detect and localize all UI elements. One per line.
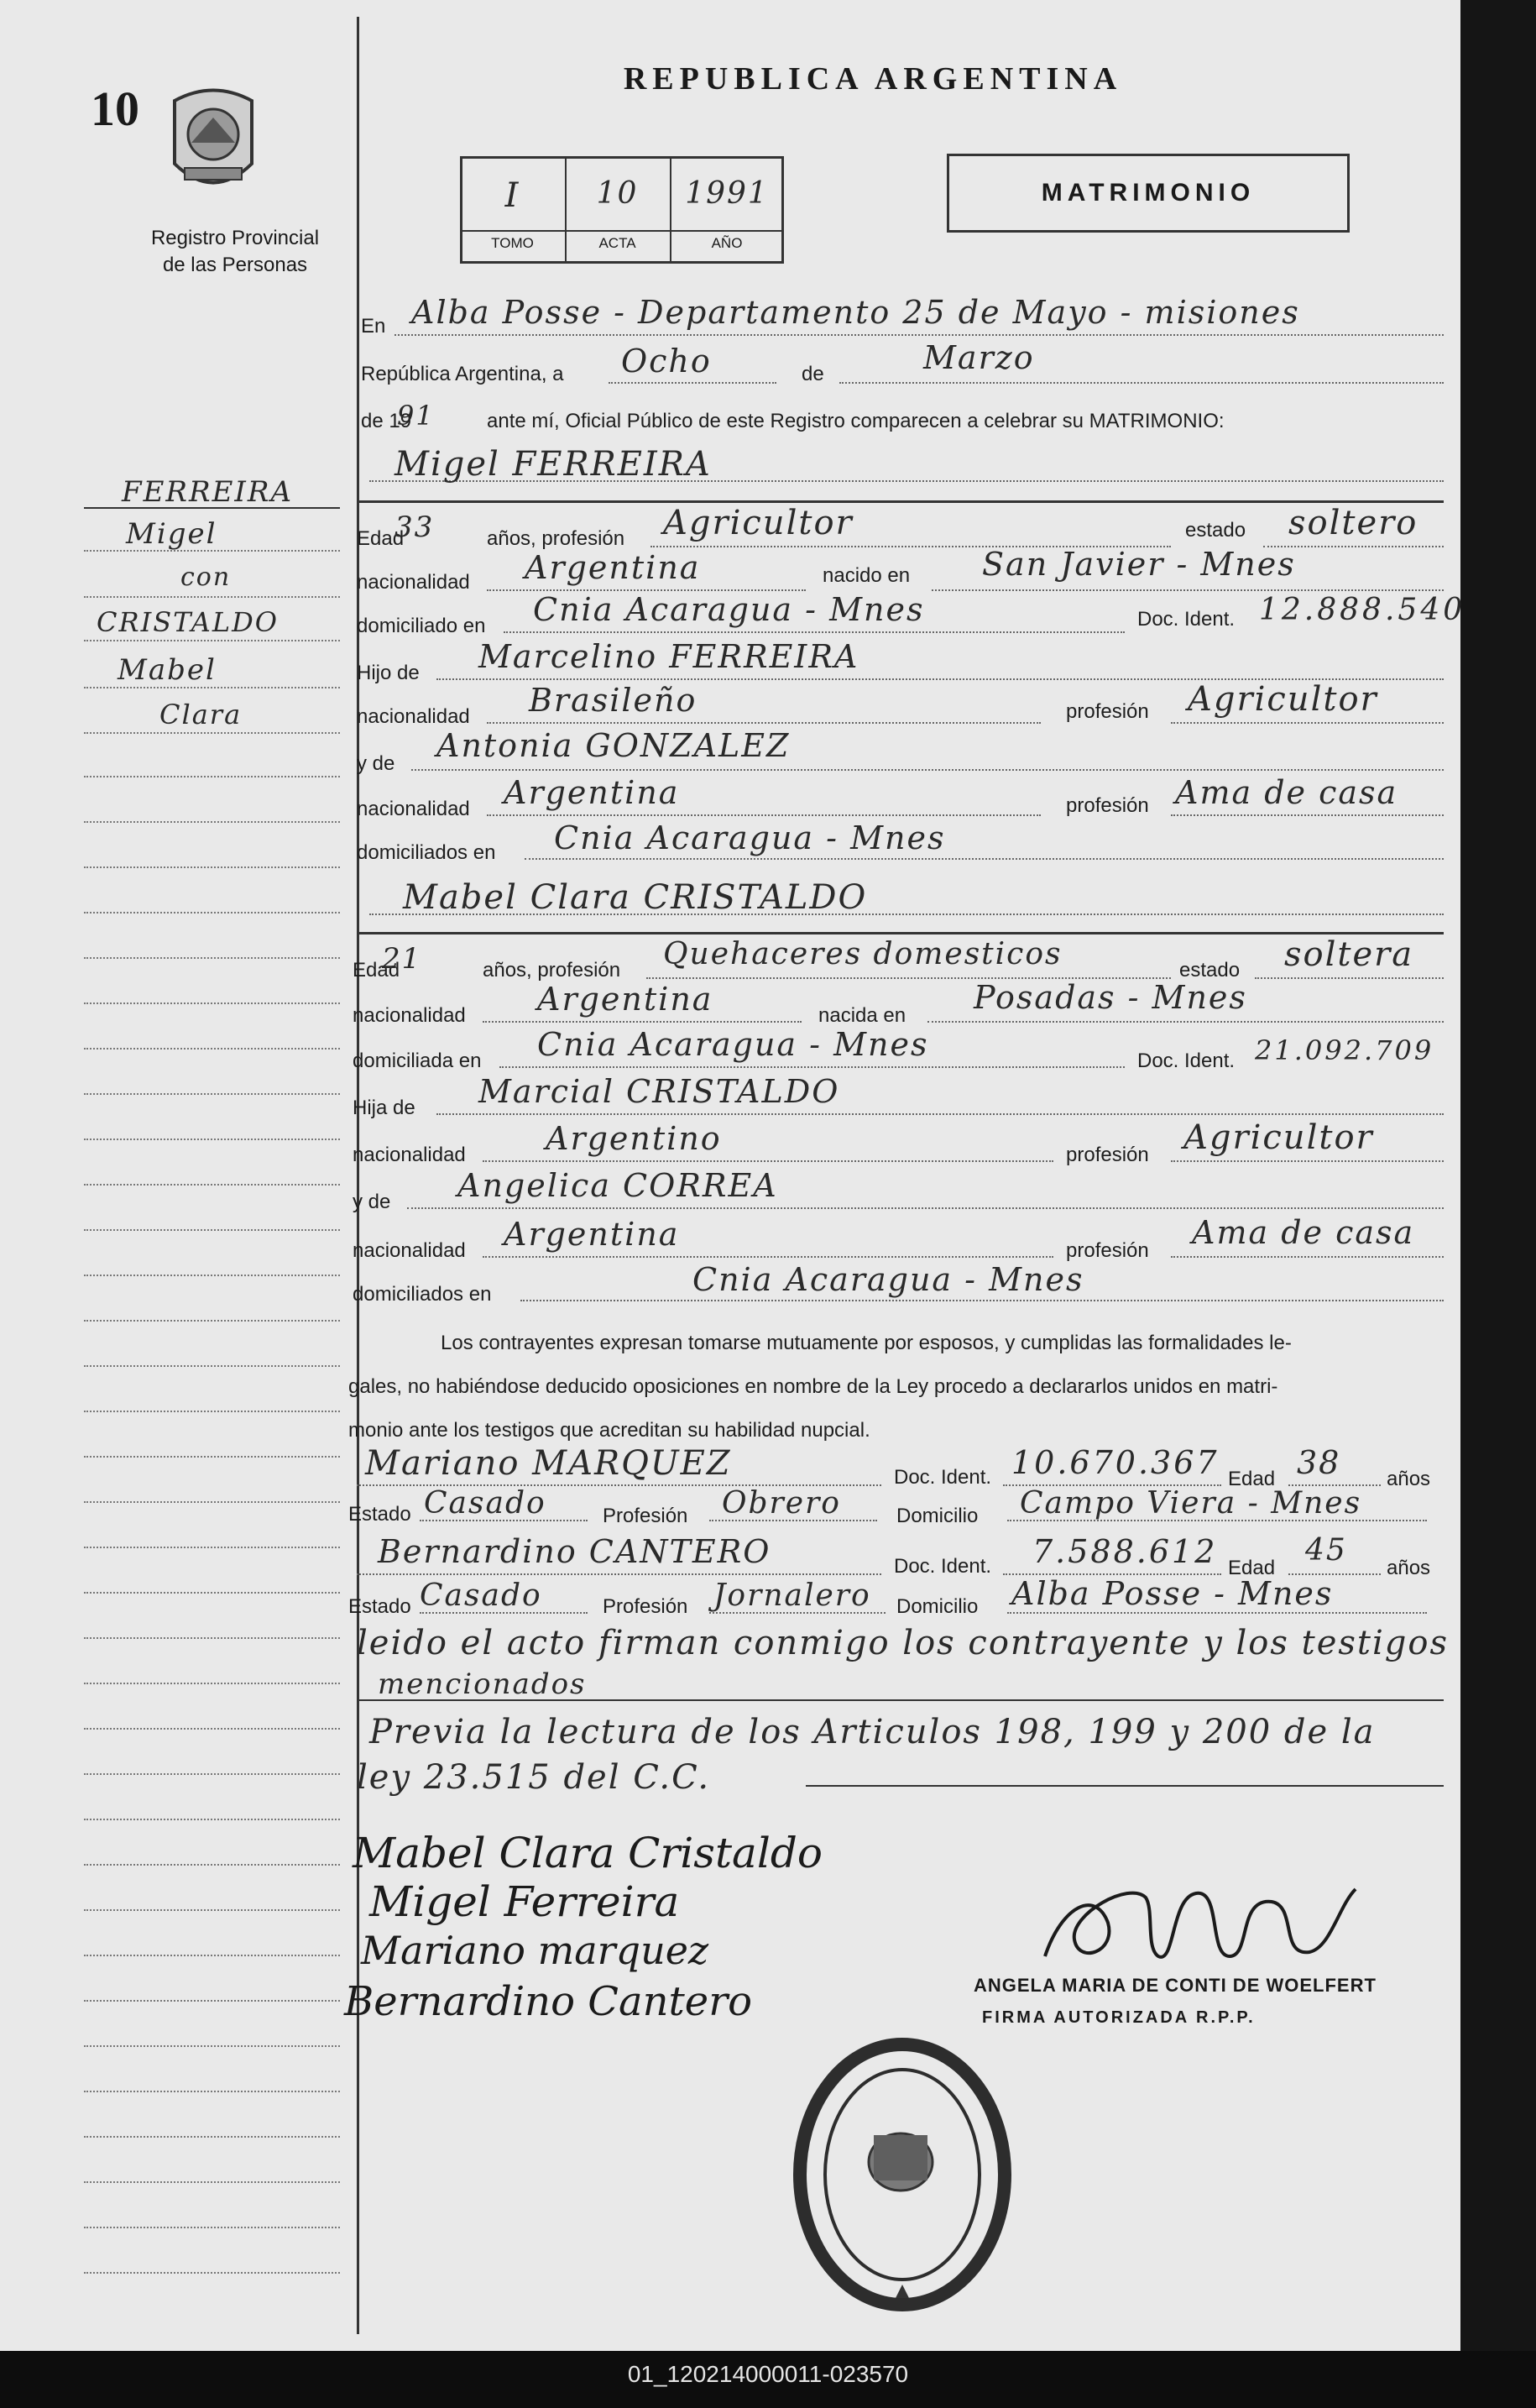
margin-line [84, 2000, 340, 2002]
fill-line [357, 1573, 881, 1575]
margin-line [84, 1139, 340, 1140]
officer-title: FIRMA AUTORIZADA R.P.P. [982, 2008, 1256, 2027]
margin-name-bride: Mabel [118, 653, 217, 687]
bride-edad-label: Edad [353, 959, 400, 982]
groom-mother: Antonia GONZALEZ [436, 727, 791, 764]
declaration-line-3: monio ante los testigos que acreditan su habilidad nupcial. [348, 1419, 870, 1442]
declaration-line-2: gales, no habiéndose deducido oposiciones en nombre de la Ley procedo a declararlos unidos en matri- [348, 1375, 1278, 1398]
declaration-line-1: Los contrayentes expresan tomarse mutuamente por esposos, y cumplidas las formalidades le- [441, 1332, 1292, 1354]
fill-line [1171, 1256, 1444, 1258]
bride-mother: Angelica CORREA [457, 1167, 778, 1204]
intro-text: ante mí, Oficial Público de este Registro comparecen a celebrar su MATRIMONIO: [487, 410, 1225, 432]
witness2-doc-label: Doc. Ident. [894, 1555, 992, 1578]
bride-hija-label: Hija de [353, 1097, 415, 1119]
fill-line [407, 1207, 1444, 1209]
fill-line [932, 589, 1444, 591]
day-value: Ocho [621, 343, 712, 380]
witness1-anios: años [1387, 1468, 1431, 1490]
groom-father-prof: Agricultor [1188, 680, 1378, 719]
groom-doc-label: Doc. Ident. [1137, 608, 1236, 631]
record-grid [460, 156, 784, 264]
margin-line [84, 2136, 340, 2138]
margin-line [84, 1365, 340, 1367]
margin-line [84, 550, 340, 552]
page-number: 10 [91, 81, 139, 136]
groom-father-nat: Brasileño [529, 682, 697, 719]
signature-bride: Mabel Clara Cristaldo [353, 1829, 823, 1877]
groom-mother-prof: Ama de casa [1175, 774, 1398, 811]
bride-anios-label: años, profesión [483, 959, 621, 982]
fill-line [394, 334, 1444, 336]
margin-line [84, 957, 340, 959]
witness1-domicile: Campo Viera - Mnes [1020, 1486, 1362, 1521]
fill-line [487, 814, 1041, 816]
margin-line [84, 1501, 340, 1503]
margin-line [84, 1864, 340, 1866]
witness2-estado-label: Estado [348, 1595, 411, 1618]
fill-line [1171, 814, 1444, 816]
note-line-2: mencionados [378, 1667, 587, 1701]
signature-groom: Migel Ferreira [369, 1877, 680, 1926]
fill-line [609, 382, 776, 384]
witness1-name: Mariano MARQUEZ [365, 1444, 732, 1483]
margin-line [84, 821, 340, 823]
bride-mother-prof: Ama de casa [1192, 1214, 1415, 1251]
anio-value: 1991 [685, 176, 769, 211]
signature-witness1: Mariano marquez [361, 1928, 709, 1973]
groom-mother-nat: Argentina [504, 774, 680, 811]
note-rule [357, 1699, 1444, 1701]
witness2-estado: Casado [420, 1578, 542, 1613]
tomo-label: TOMO [491, 235, 534, 251]
groom-birthplace: San Javier - Mnes [982, 546, 1296, 583]
margin-line [84, 2045, 340, 2047]
bride-father-prof: Agricultor [1183, 1118, 1374, 1157]
bride-doc-label: Doc. Ident. [1137, 1050, 1236, 1072]
country-title: REPUBLICA ARGENTINA [623, 61, 1123, 97]
year-prefix: de 19 [361, 410, 412, 432]
bride-birthplace: Posadas - Mnes [974, 979, 1247, 1016]
officer-name: ANGELA MARIA DE CONTI DE WOELFERT [974, 1975, 1377, 1996]
en-label: En [361, 315, 386, 338]
place-value: Alba Posse - Departamento 25 de Mayo - misiones [411, 294, 1300, 331]
bride-father-nat: Argentino [546, 1120, 722, 1157]
groom-estado: soltero [1288, 504, 1418, 542]
fill-line [1171, 1160, 1444, 1162]
margin-name-groom: Migel [126, 517, 217, 551]
groom-profession: Agricultor [663, 504, 854, 542]
bride-nationality: Argentina [537, 981, 713, 1018]
witness2-profession: Jornalero [713, 1578, 871, 1613]
file-id: 01_120214000011-023570 [627, 2361, 909, 2387]
margin-line [84, 1229, 340, 1231]
bride-father: Marcial CRISTALDO [478, 1073, 840, 1110]
witness2-prof-label: Profesión [603, 1595, 688, 1618]
bride-mother-nat: Argentina [504, 1216, 680, 1253]
registry-name [101, 225, 369, 279]
bride-estado-label: estado [1179, 959, 1241, 982]
bride-father-nat-label: nacionalidad [353, 1144, 466, 1166]
groom-edad-label: Edad [357, 527, 405, 550]
margin-con: con [180, 563, 232, 592]
bride-mother-prof-label: profesión [1066, 1239, 1149, 1262]
bride-age: 21 [382, 942, 422, 976]
witness1-profession: Obrero [722, 1486, 841, 1521]
act-type: MATRIMONIO [1041, 179, 1256, 207]
margin-line [84, 1955, 340, 1956]
fill-line [411, 769, 1444, 771]
fill-line [520, 1300, 1444, 1301]
provincial-crest-icon [166, 84, 260, 202]
acta-value: 10 [596, 176, 639, 211]
fill-line [483, 1021, 802, 1023]
margin-line [84, 1456, 340, 1458]
groom-doc: 12.888.540 [1259, 593, 1466, 627]
fill-line [504, 631, 1125, 633]
fill-line [499, 1066, 1125, 1068]
bride-nacida-label: nacida en [818, 1004, 906, 1027]
fill-line [1007, 1612, 1427, 1614]
de-label: de [802, 363, 824, 385]
fill-line [839, 382, 1444, 384]
witness1-estado-label: Estado [348, 1503, 411, 1526]
groom-mother-nat-label: nacionalidad [357, 798, 470, 820]
bride-doc: 21.092.709 [1255, 1034, 1434, 1066]
witness2-dom-label: Domicilio [896, 1595, 979, 1618]
margin-line [84, 2272, 340, 2274]
witness2-domicile: Alba Posse - Mnes [1011, 1575, 1334, 1612]
margin-line [84, 1093, 340, 1095]
bride-estado: soltera [1284, 935, 1414, 974]
bride-nac-label: nacionalidad [353, 1004, 466, 1027]
witness2-doc: 7.588.612 [1032, 1533, 1218, 1570]
groom-father-nat-label: nacionalidad [357, 705, 470, 728]
margin-line [84, 1773, 340, 1775]
fill-line [436, 1113, 1444, 1115]
groom-parents-dom-label: domiciliados en [357, 841, 496, 864]
groom-yde-label: y de [357, 752, 395, 775]
fill-line [483, 1160, 1053, 1162]
bride-dom-label: domiciliada en [353, 1050, 482, 1072]
margin-line [84, 1547, 340, 1548]
margin-line [84, 866, 340, 868]
groom-mother-prof-label: profesión [1066, 794, 1149, 817]
registry-line-2: de las Personas [162, 254, 308, 276]
section-rule [357, 932, 1444, 934]
witness1-prof-label: Profesión [603, 1505, 688, 1527]
margin-name-bride-2: Clara [159, 699, 243, 730]
witness1-dom-label: Domicilio [896, 1505, 979, 1527]
margin-line [84, 1184, 340, 1186]
republica-label: República Argentina, a [361, 363, 564, 385]
bride-parents-dom-label: domiciliados en [353, 1283, 492, 1306]
groom-age: 33 [394, 510, 435, 544]
groom-anios-label: años, profesión [487, 527, 625, 550]
witness2-edad-label: Edad [1228, 1557, 1276, 1579]
acta-label: ACTA [598, 235, 636, 251]
groom-nationality: Argentina [525, 549, 701, 586]
groom-father-prof-label: profesión [1066, 700, 1149, 723]
groom-nac-label: nacionalidad [357, 571, 470, 594]
groom-father: Marcelino FERREIRA [478, 638, 859, 675]
margin-line [84, 1411, 340, 1412]
note-line-1: leido el acto firman conmigo los contrayente y los testigos [357, 1624, 1449, 1662]
margin-line [84, 1683, 340, 1684]
witness2-anios: años [1387, 1557, 1431, 1579]
officer-signature-icon [1028, 1872, 1364, 1973]
witness1-age: 38 [1297, 1444, 1341, 1481]
bride-yde-label: y de [353, 1191, 391, 1213]
groom-nacido-label: nacido en [823, 564, 911, 587]
fill-line [1255, 977, 1444, 979]
margin-surname-groom: FERREIRA [122, 475, 294, 509]
groom-parents-dom: Cnia Acaragua - Mnes [554, 819, 946, 856]
anio-label: AÑO [711, 235, 743, 251]
official-stamp-icon [793, 2036, 1011, 2317]
groom-dom-label: domiciliado en [357, 615, 486, 637]
witness1-doc: 10.670.367 [1011, 1444, 1220, 1481]
fill-line [927, 1021, 1444, 1023]
bride-father-prof-label: profesión [1066, 1144, 1149, 1166]
margin-line [84, 1909, 340, 1911]
groom-domicile: Cnia Acaragua - Mnes [533, 591, 925, 628]
margin-surname-bride: CRISTALDO [97, 606, 279, 638]
signature-witness2: Bernardino Cantero [344, 1978, 753, 2025]
margin-line [84, 2091, 340, 2092]
fill-line [525, 858, 1444, 860]
margin-line [84, 2181, 340, 2183]
witness2-age: 45 [1305, 1533, 1347, 1568]
groom-estado-label: estado [1185, 519, 1246, 542]
margin-line [84, 1819, 340, 1820]
groom-hijo-label: Hijo de [357, 662, 420, 684]
margin-line [84, 1637, 340, 1639]
margin-line [84, 732, 340, 734]
margin-line [84, 1592, 340, 1594]
margin-line [84, 1320, 340, 1322]
witness1-doc-label: Doc. Ident. [894, 1466, 992, 1489]
witness2-name: Bernardino CANTERO [378, 1533, 771, 1570]
tomo-value: I [504, 176, 520, 215]
margin-line [84, 1002, 340, 1004]
section-rule [357, 500, 1444, 503]
margin-line [84, 687, 340, 688]
margin-line [84, 1728, 340, 1730]
note-line-4: ley 23.515 del C.C. [357, 1758, 711, 1797]
margin-line [84, 912, 340, 913]
bride-domicile: Cnia Acaragua - Mnes [537, 1026, 929, 1063]
bride-parents-dom: Cnia Acaragua - Mnes [692, 1261, 1084, 1298]
witness1-edad-label: Edad [1228, 1468, 1276, 1490]
page-edge-shadow [1460, 0, 1536, 2351]
witness1-estado: Casado [424, 1486, 546, 1521]
margin-rule-line [84, 507, 340, 509]
month-value: Marzo [923, 339, 1035, 376]
scan-footer [0, 2351, 1536, 2408]
fill-line [1171, 722, 1444, 724]
margin-line [84, 640, 340, 641]
margin-line [84, 2227, 340, 2228]
note-rule [806, 1785, 1444, 1787]
note-line-3: Previa la lectura de los Articulos 198, 199 y 200 de la [369, 1713, 1376, 1751]
fill-line [487, 722, 1041, 724]
year-suffix: 91 [397, 400, 435, 432]
bride-name: Mabel Clara CRISTALDO [403, 878, 868, 917]
registry-line-1: Registro Provincial [150, 227, 320, 249]
margin-line [84, 776, 340, 777]
bride-mother-nat-label: nacionalidad [353, 1239, 466, 1262]
margin-line [84, 1275, 340, 1276]
act-type-box [947, 154, 1350, 233]
margin-line [84, 596, 340, 598]
fill-line [483, 1256, 1053, 1258]
margin-line [84, 1048, 340, 1050]
groom-name: Migel FERREIRA [394, 445, 712, 484]
bride-profession: Quehaceres domesticos [663, 937, 1063, 971]
